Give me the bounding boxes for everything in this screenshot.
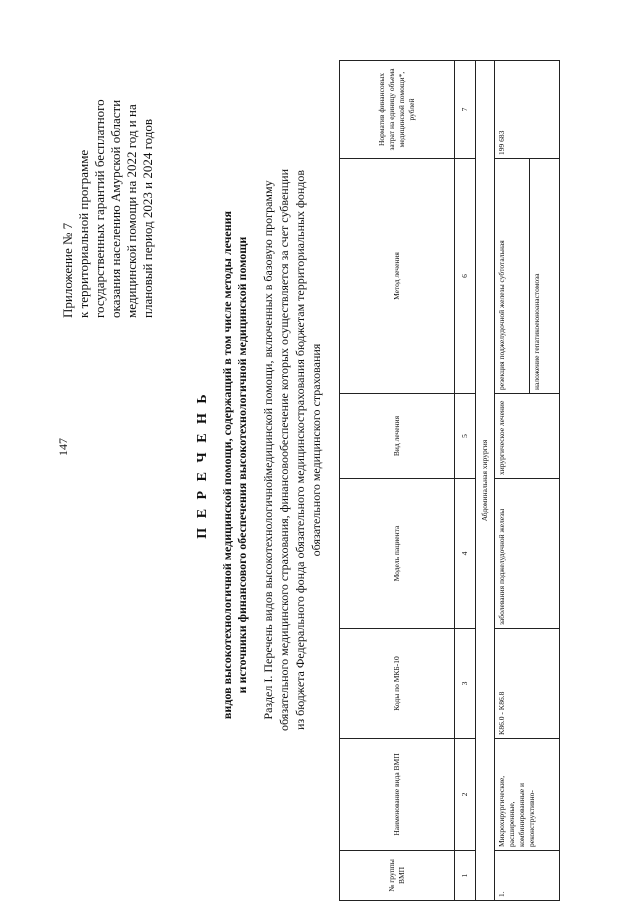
row-method: наложение гепатикоеюноанастомоза — [530, 159, 560, 394]
appendix-block — [60, 18, 156, 318]
header-treatment-method: Метод лечения — [340, 159, 455, 394]
row-group-no: 1. — [495, 851, 560, 901]
header-vmp-name: Наименование вида ВМП — [340, 739, 455, 851]
appendix-line: оказания населению Амурской области — [108, 99, 123, 318]
column-number: 6 — [455, 159, 476, 394]
header-icd-codes: Коды по МКБ-10 — [340, 629, 455, 739]
column-number-row — [455, 61, 476, 901]
appendix-line: медицинской помощи на 2022 год и на — [124, 104, 139, 318]
appendix-line: плановый период 2023 и 2024 годов — [140, 118, 155, 318]
appendix-line: государственных гарантий бесплатного — [92, 99, 107, 318]
section-line: Раздел I. Перечень видов высокотехнологичноймедицинской помощи, включенных в базовую программу — [261, 180, 275, 720]
appendix-line: Приложение № 7 — [60, 222, 75, 318]
row-vmp-name: Микрохирургические, расширенные, комбинированные и реконструктивно- — [495, 739, 560, 851]
header-group-no: № группы ВМП — [340, 851, 455, 901]
column-number: 7 — [455, 61, 476, 159]
row-patient-model: заболевания поджелудочной железы — [495, 479, 560, 629]
document-title — [195, 145, 250, 785]
row-method: резекция поджелудочной железы субтотальная — [495, 159, 530, 394]
row-cost: 199 683 — [495, 61, 560, 159]
section-line: обязательного медицинского страхования, финансовообеспечение которых осуществляется за счет субвенции — [277, 169, 291, 731]
table-header-row — [340, 61, 455, 901]
column-number: 4 — [455, 479, 476, 629]
title-line: и источники финансового обеспечения высокотехнологичной медицинской помощи — [235, 236, 249, 694]
page-number: 147 — [56, 438, 70, 456]
section-line: обязательного медицинского страхования — [309, 343, 323, 557]
table-row — [495, 61, 530, 901]
appendix-line: к территориальной программе — [76, 149, 91, 318]
column-number: 5 — [455, 394, 476, 479]
title-line: видов высокотехнологичной медицинской помощи, содержащий в том числе методы лечения — [220, 210, 234, 720]
column-number: 2 — [455, 739, 476, 851]
section-heading — [260, 55, 324, 845]
row-icd-codes: K86.0 - K86.8 — [495, 629, 560, 739]
column-number: 1 — [455, 851, 476, 901]
title-heading: П Е Р Е Ч Е Н Ь — [195, 391, 210, 539]
section-line: из бюджета Федерального фонда обязательного медицинскострахования бюджетам территориальных фондов — [293, 169, 307, 731]
header-patient-model: Модель пациента — [340, 479, 455, 629]
header-cost-standard: Норматив финансовых затрат на единицу объема медицинской помощи*, рублей — [340, 61, 455, 159]
row-treatment-type: хирургическое лечение — [495, 394, 560, 479]
group-title: Абдоминальная хирургия — [476, 61, 495, 901]
header-treatment-type: Вид лечения — [340, 394, 455, 479]
group-title-row — [476, 61, 495, 901]
vmp-table — [339, 60, 560, 901]
column-number: 3 — [455, 629, 476, 739]
